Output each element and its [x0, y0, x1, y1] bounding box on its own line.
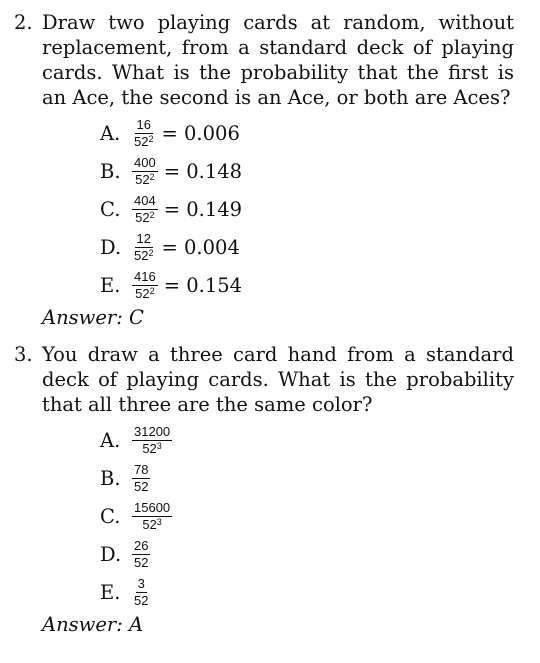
decimal-value: = 0.149 [163, 197, 243, 221]
choice-c [100, 497, 514, 535]
problem-2 [14, 10, 514, 329]
answer-line: Answer: A [42, 613, 144, 636]
fraction-denominator [132, 593, 150, 608]
fraction-numerator: 26 [134, 537, 149, 553]
choice-letter: A. [100, 428, 121, 452]
fraction [132, 425, 172, 456]
denominator-exponent: 2 [149, 209, 155, 220]
choice-letter: D. [100, 542, 122, 566]
fraction-denominator [132, 134, 155, 149]
fraction-numerator: 78 [134, 461, 149, 477]
denominator-exponent: 2 [148, 133, 154, 144]
denominator-base: 52 [135, 285, 150, 301]
fraction-numerator: 3 [137, 575, 145, 591]
fraction [132, 194, 158, 225]
choice-letter: B. [100, 159, 121, 183]
fraction-denominator [133, 286, 156, 301]
decimal-value: = 0.006 [161, 121, 240, 145]
denominator-base: 52 [142, 516, 157, 532]
decimal-value: = 0.148 [163, 159, 243, 183]
fraction-numerator: 15600 [134, 499, 171, 515]
choice-letter: C. [100, 197, 121, 221]
choice-d [100, 535, 514, 573]
denominator-base: 52 [142, 440, 157, 456]
denominator-base: 52 [134, 247, 149, 263]
fraction-denominator [133, 210, 156, 225]
denominator-base: 52 [135, 171, 150, 187]
fraction-denominator [133, 172, 156, 187]
fraction [132, 232, 155, 263]
choice-b [100, 459, 514, 497]
decimal-value: = 0.004 [161, 235, 240, 259]
denominator-base: 52 [134, 478, 149, 494]
problem-number: 3. [14, 343, 33, 366]
denominator-base: 52 [135, 209, 150, 225]
denominator-exponent: 3 [156, 440, 162, 451]
fraction-denominator [132, 479, 150, 494]
fraction-numerator: 12 [136, 230, 151, 246]
decimal-value: = 0.154 [163, 273, 243, 297]
fraction-numerator: 404 [134, 192, 156, 208]
denominator-base: 52 [134, 554, 149, 570]
choice-e [100, 266, 514, 304]
choice-letter: C. [100, 504, 121, 528]
fraction [132, 118, 155, 149]
fraction-numerator: 416 [134, 268, 156, 284]
question-text: You draw a three card hand from a standard deck of playing cards. What is the probability that all three are the same color? [42, 343, 514, 416]
problem-stem [14, 10, 514, 110]
fraction-denominator [140, 441, 163, 456]
problem-stem [14, 342, 514, 417]
denominator-exponent: 2 [148, 247, 154, 258]
problem-3 [14, 342, 514, 636]
answer-line: Answer: C [42, 306, 144, 329]
fraction-numerator: 400 [134, 154, 156, 170]
choice-letter: D. [100, 235, 122, 259]
choice-e [100, 573, 514, 611]
fraction [132, 156, 158, 187]
choice-d [100, 228, 514, 266]
choice-letter: A. [100, 121, 121, 145]
choice-c [100, 190, 514, 228]
answer-choices [14, 421, 514, 611]
problem-number: 2. [14, 11, 33, 34]
fraction [132, 463, 150, 494]
fraction-denominator [132, 555, 150, 570]
fraction [132, 270, 158, 301]
fraction-denominator [140, 517, 163, 532]
fraction-denominator [132, 248, 155, 263]
choice-letter: E. [100, 273, 121, 297]
choice-b [100, 152, 514, 190]
fraction [132, 577, 150, 608]
choice-a [100, 421, 514, 459]
choice-letter: B. [100, 466, 121, 490]
fraction-numerator: 16 [136, 116, 151, 132]
denominator-exponent: 3 [156, 516, 162, 527]
choice-letter: E. [100, 580, 121, 604]
question-text: Draw two playing cards at random, without replacement, from a standard deck of playing cards. What is the probability that the first is an Ace, the second is an Ace, or both are Aces? [42, 11, 514, 109]
choice-a [100, 114, 514, 152]
fraction-numerator: 31200 [134, 423, 171, 439]
denominator-base: 52 [134, 592, 149, 608]
denominator-exponent: 2 [149, 171, 155, 182]
fraction [132, 501, 172, 532]
denominator-base: 52 [134, 133, 149, 149]
fraction [132, 539, 150, 570]
denominator-exponent: 2 [149, 285, 155, 296]
answer-choices [14, 114, 514, 304]
